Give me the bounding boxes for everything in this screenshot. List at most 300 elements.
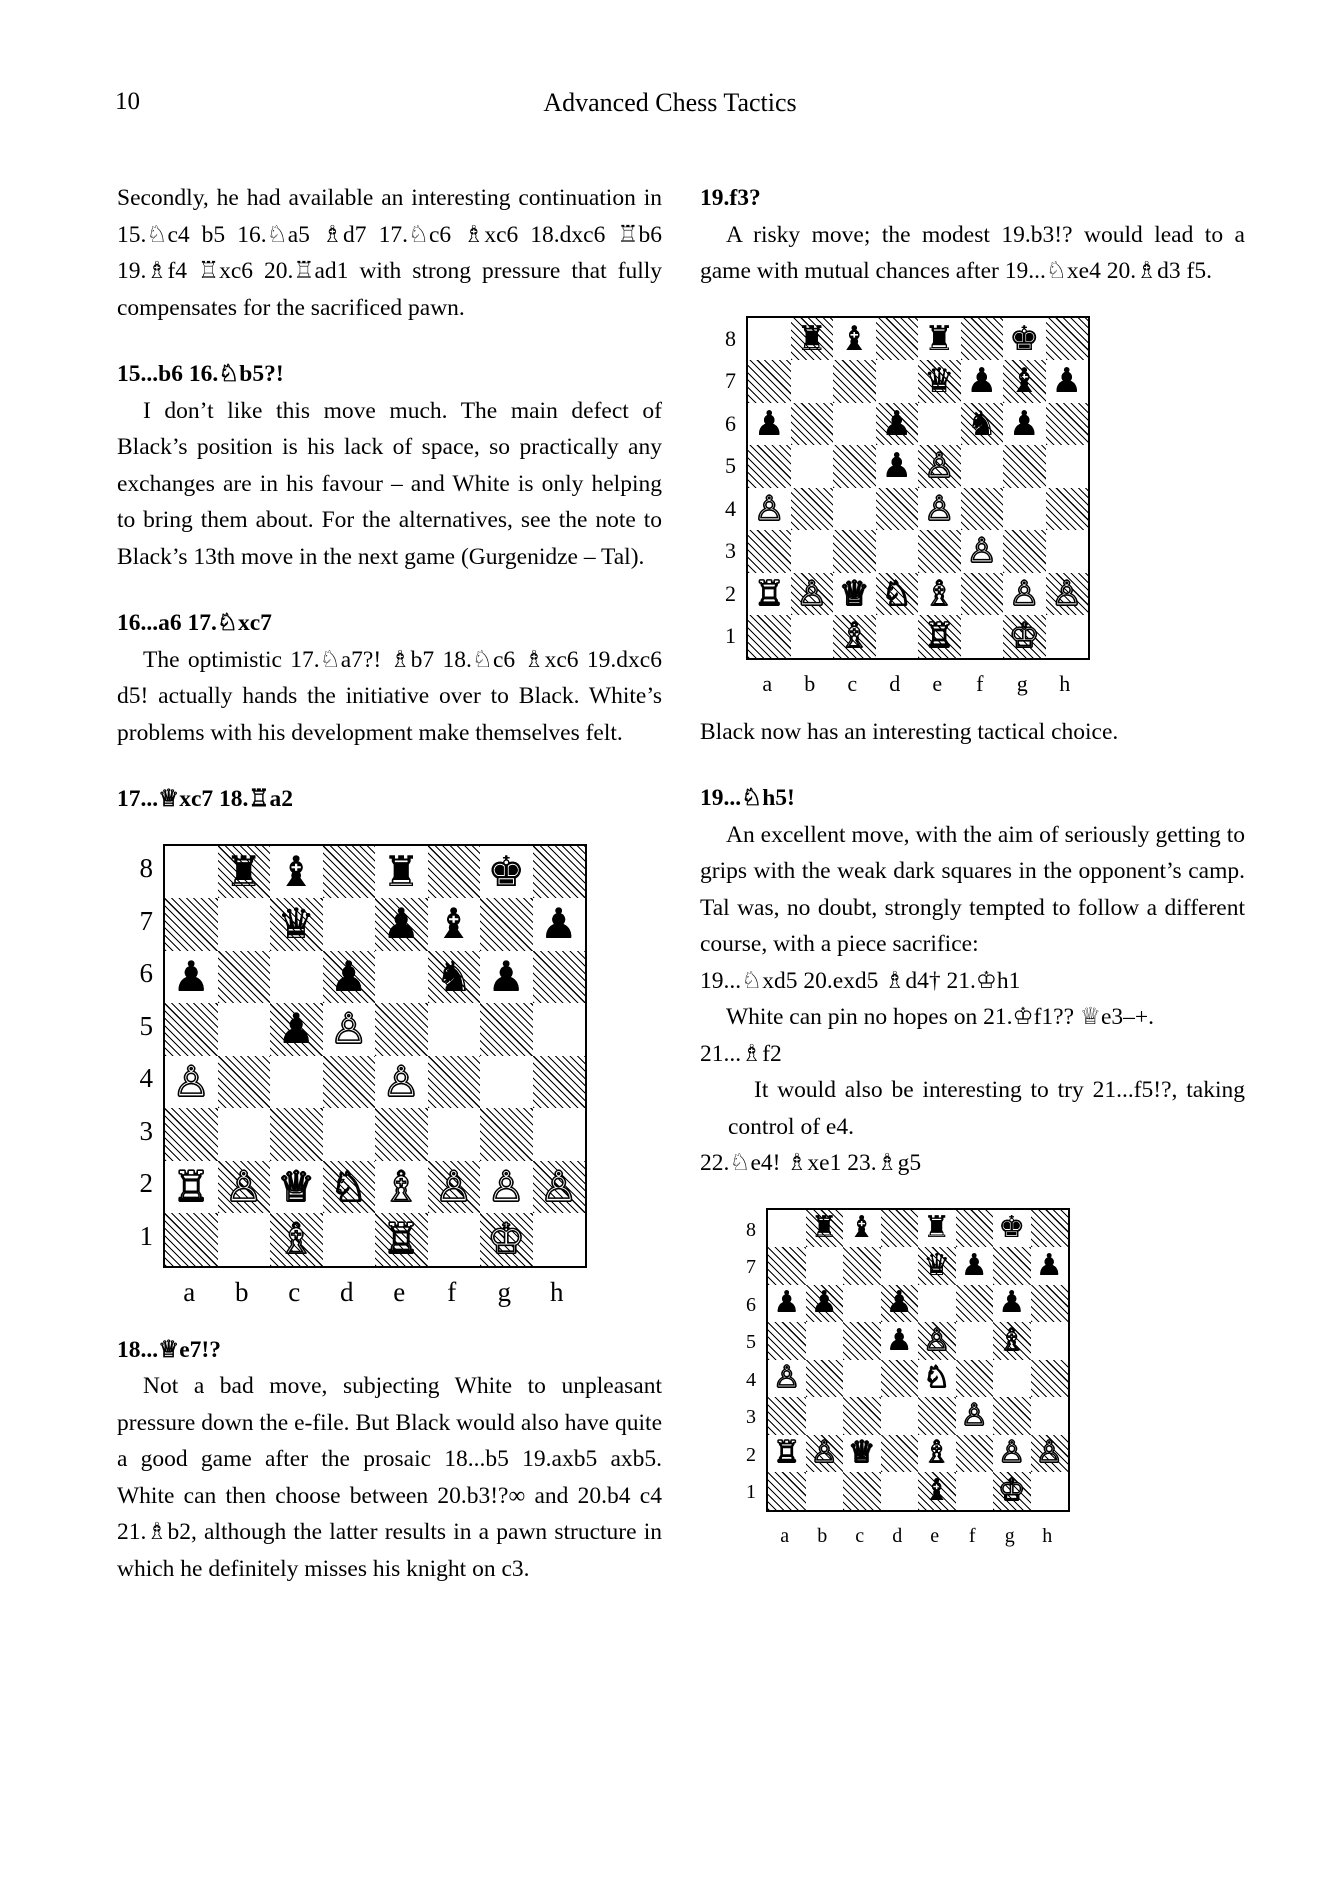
chess-piece-n: ♞ — [434, 951, 473, 1001]
board-square-h8 — [1031, 1210, 1069, 1248]
board-square-g7 — [480, 898, 533, 951]
board-square-h6 — [1046, 403, 1089, 446]
board-square-a2 — [165, 1161, 218, 1214]
chess-piece-R: ♖ — [924, 616, 955, 657]
board-square-a4 — [748, 488, 791, 531]
rank-label-3: 3 — [139, 1115, 153, 1146]
chess-piece-R: ♖ — [382, 1214, 421, 1264]
board-square-f5 — [428, 1003, 481, 1056]
board-square-b7 — [791, 360, 834, 403]
chess-piece-b: ♝ — [277, 846, 316, 896]
board-square-f1 — [428, 1213, 481, 1266]
board-square-e8 — [375, 846, 428, 899]
chess-diagram-top-right — [700, 316, 1245, 696]
chess-diagram-left — [117, 844, 662, 1307]
board-square-h7 — [1046, 360, 1089, 403]
board-square-a4 — [165, 1056, 218, 1109]
board-square-g5 — [1003, 445, 1046, 488]
board-square-a6 — [768, 1285, 806, 1323]
spacer — [117, 751, 662, 781]
board-square-d6 — [876, 403, 919, 446]
chess-piece-p: ♟ — [966, 361, 997, 402]
file-label-e: e — [932, 670, 943, 696]
chess-piece-k: ♚ — [1009, 318, 1040, 359]
chess-piece-p: ♟ — [382, 899, 421, 949]
paragraph-secondly: Secondly, he had available an interesting continuation in 15.♘c4 b5 16.♘a5 ♗d7 17.♘c6 ♗xc6 18.dxc6 ♖b6 19.♗f4 ♖xc6 20.♖ad1 with strong pressure that fully compensates for the sacrificed pawn. — [117, 185, 662, 321]
board-square-g6 — [480, 951, 533, 1004]
board-square-h1 — [1031, 1472, 1069, 1510]
board-square-h2 — [1046, 573, 1089, 616]
rank-label-3: 3 — [725, 538, 736, 564]
board-square-h1 — [533, 1213, 586, 1266]
board-square-a6 — [748, 403, 791, 446]
board-square-b2 — [791, 573, 834, 616]
board-square-a8 — [165, 846, 218, 899]
board-square-d1 — [323, 1213, 376, 1266]
board-square-c2 — [843, 1435, 881, 1473]
chess-piece-P: ♙ — [1009, 573, 1040, 614]
board-square-h2 — [1031, 1435, 1069, 1473]
board-square-d8 — [323, 846, 376, 899]
rank-label-6: 6 — [746, 1293, 756, 1316]
paragraph-excellent-move: An excellent move, with the aim of seriously getting to grips with the weak dark squares in the opponent’s camp. Tal was, no doubt, strongly tempted to follow a different course, with a piece sacrifice: — [700, 821, 1245, 957]
board-square-b6 — [806, 1285, 844, 1323]
board-square-a7 — [748, 360, 791, 403]
file-label-f: f — [447, 1276, 457, 1307]
board-square-d3 — [876, 530, 919, 573]
chess-piece-K: ♔ — [998, 1472, 1026, 1508]
board-square-d4 — [323, 1056, 376, 1109]
file-label-d: d — [889, 670, 901, 696]
board-square-g5 — [480, 1003, 533, 1056]
chess-piece-r: ♜ — [923, 1210, 951, 1246]
chess-piece-P: ♙ — [224, 1161, 263, 1211]
board-square-d7 — [323, 898, 376, 951]
board-square-e7 — [918, 1247, 956, 1285]
board-square-a8 — [768, 1210, 806, 1248]
rank-label-5: 5 — [725, 453, 736, 479]
variation-line-5: 22.♘e4! ♗xe1 23.♗g5 — [700, 1150, 922, 1176]
board-square-h7 — [533, 898, 586, 951]
board-square-b4 — [806, 1360, 844, 1398]
chess-piece-P: ♙ — [1035, 1435, 1063, 1471]
board-square-d2 — [876, 573, 919, 616]
board-square-b8 — [218, 846, 271, 899]
board-square-a5 — [165, 1003, 218, 1056]
rank-label-8: 8 — [139, 853, 153, 884]
board-square-c1 — [270, 1213, 323, 1266]
chess-piece-P: ♙ — [172, 1056, 211, 1106]
file-label-e: e — [393, 1276, 406, 1307]
board-square-a5 — [768, 1322, 806, 1360]
board-square-h6 — [533, 951, 586, 1004]
chess-piece-P: ♙ — [924, 446, 955, 487]
rank-label-7: 7 — [139, 905, 153, 936]
board-square-b5 — [218, 1003, 271, 1056]
board-square-f2 — [961, 573, 1004, 616]
chess-piece-Q: ♕ — [277, 1161, 316, 1211]
board-square-h3 — [533, 1108, 586, 1161]
board-square-f4 — [956, 1360, 994, 1398]
board-square-g3 — [1003, 530, 1046, 573]
board-square-a2 — [768, 1435, 806, 1473]
chess-piece-P: ♙ — [434, 1161, 473, 1211]
board-square-a7 — [165, 898, 218, 951]
board-square-f8 — [428, 846, 481, 899]
board-square-g8 — [993, 1210, 1031, 1248]
board-square-g3 — [480, 1108, 533, 1161]
file-label-g: g — [1016, 670, 1028, 696]
chess-piece-N: ♘ — [923, 1360, 951, 1396]
board-square-c8 — [843, 1210, 881, 1248]
board-square-c4 — [843, 1360, 881, 1398]
board-square-f7 — [961, 360, 1004, 403]
board-square-f1 — [961, 615, 1004, 658]
chess-piece-b: ♝ — [434, 899, 473, 949]
board-square-h8 — [533, 846, 586, 899]
running-title: Advanced Chess Tactics — [543, 88, 797, 117]
board-square-h4 — [1031, 1360, 1069, 1398]
chess-piece-B: ♗ — [998, 1322, 1026, 1358]
board-square-g2 — [993, 1435, 1031, 1473]
board-square-b1 — [791, 615, 834, 658]
board-square-a1 — [768, 1472, 806, 1510]
board-square-f3 — [428, 1108, 481, 1161]
board-square-b8 — [806, 1210, 844, 1248]
file-label-c: c — [288, 1276, 301, 1307]
file-label-f: f — [976, 670, 984, 696]
board-square-g3 — [993, 1397, 1031, 1435]
board-square-h4 — [533, 1056, 586, 1109]
chess-piece-P: ♙ — [382, 1056, 421, 1106]
chess-piece-r: ♜ — [810, 1210, 838, 1246]
chess-piece-b: ♝ — [923, 1472, 951, 1508]
rank-label-4: 4 — [746, 1368, 756, 1391]
file-label-d: d — [892, 1524, 903, 1547]
board-square-e2 — [918, 573, 961, 616]
rank-label-1: 1 — [746, 1481, 756, 1504]
file-label-f: f — [968, 1524, 976, 1547]
board-square-g4 — [1003, 488, 1046, 531]
board-square-g7 — [1003, 360, 1046, 403]
file-label-a: a — [780, 1524, 790, 1547]
chess-piece-Q: ♕ — [848, 1435, 876, 1471]
chess-piece-P: ♙ — [810, 1435, 838, 1471]
board-square-d4 — [881, 1360, 919, 1398]
board-square-f6 — [961, 403, 1004, 446]
board-square-a7 — [768, 1247, 806, 1285]
board-square-c8 — [270, 846, 323, 899]
caption-tactical-choice: Black now has an interesting tactical choice. — [700, 718, 1119, 745]
paragraph-not-bad-move: Not a bad move, subjecting White to unpleasant pressure down the e-file. But Black would also have quite a good game after the prosaic 18...b5 19.axb5 axb5. White can then choose between 20.b3!?∞ and 20.b4 c4 21.♗b2, although the latter results in a pawn structure in which he definitely misses his knight on c3. — [117, 1373, 662, 1582]
left-column — [117, 180, 662, 1587]
chess-piece-B: ♗ — [924, 573, 955, 614]
board-square-e5 — [918, 1322, 956, 1360]
variation-line-4: It would also be interesting to try 21...f5!?, taking control of e4. — [728, 1077, 1245, 1140]
chess-piece-q: ♛ — [923, 1247, 951, 1283]
board-square-e3 — [375, 1108, 428, 1161]
board-square-c1 — [833, 615, 876, 658]
move-heading-19f3: 19.f3? — [700, 185, 761, 211]
board-square-g4 — [480, 1056, 533, 1109]
board-square-d2 — [323, 1161, 376, 1214]
board-square-c5 — [270, 1003, 323, 1056]
board-square-h1 — [1046, 615, 1089, 658]
file-label-h: h — [1059, 670, 1071, 696]
chess-piece-B: ♗ — [923, 1435, 951, 1471]
paragraph-risky-move: A risky move; the modest 19.b3!? would lead to a game with mutual chances after 19...♘xe4 20.♗d3 f5. — [700, 221, 1245, 284]
board-square-a1 — [748, 615, 791, 658]
board-square-d3 — [881, 1397, 919, 1435]
board-square-d8 — [881, 1210, 919, 1248]
board-square-e3 — [918, 1397, 956, 1435]
rank-label-6: 6 — [725, 410, 736, 436]
chess-piece-r: ♜ — [924, 318, 955, 359]
board-square-b4 — [218, 1056, 271, 1109]
chess-piece-p: ♟ — [172, 951, 211, 1001]
right-column — [700, 180, 1245, 1547]
rank-label-8: 8 — [725, 325, 736, 351]
rank-label-7: 7 — [746, 1256, 756, 1279]
chess-diagram-bottom-right — [700, 1208, 1245, 1547]
file-label-g: g — [497, 1276, 511, 1307]
chess-piece-B: ♗ — [382, 1161, 421, 1211]
chess-piece-B: ♗ — [839, 616, 870, 657]
chess-piece-p: ♟ — [810, 1285, 838, 1321]
board-square-f4 — [428, 1056, 481, 1109]
board-square-d3 — [323, 1108, 376, 1161]
board-square-f5 — [956, 1322, 994, 1360]
chess-piece-b: ♝ — [839, 318, 870, 359]
move-heading-17Qxc7: 17...♕xc7 18.♖a2 — [117, 786, 293, 812]
board-square-d4 — [876, 488, 919, 531]
chess-piece-p: ♟ — [539, 899, 578, 949]
board-square-c7 — [843, 1247, 881, 1285]
board-square-e5 — [375, 1003, 428, 1056]
chess-piece-p: ♟ — [998, 1285, 1026, 1321]
file-label-h: h — [550, 1276, 564, 1307]
board-square-a3 — [165, 1108, 218, 1161]
board-square-d1 — [876, 615, 919, 658]
board-square-f2 — [956, 1435, 994, 1473]
board-square-h3 — [1031, 1397, 1069, 1435]
board-square-f7 — [428, 898, 481, 951]
board-square-f6 — [956, 1285, 994, 1323]
rank-label-5: 5 — [746, 1331, 756, 1354]
diagram-after-23-Bg5 — [766, 1208, 1070, 1512]
chess-piece-p: ♟ — [487, 951, 526, 1001]
chess-piece-B: ♗ — [277, 1214, 316, 1264]
chess-piece-P: ♙ — [966, 531, 997, 572]
board-square-e8 — [918, 318, 961, 361]
board-square-c3 — [843, 1397, 881, 1435]
chess-piece-p: ♟ — [277, 1004, 316, 1054]
chess-piece-p: ♟ — [881, 403, 912, 444]
chess-piece-p: ♟ — [754, 403, 785, 444]
chess-piece-p: ♟ — [773, 1285, 801, 1321]
board-square-c5 — [843, 1322, 881, 1360]
board-square-f3 — [961, 530, 1004, 573]
board-square-e8 — [918, 1210, 956, 1248]
board-square-g1 — [480, 1213, 533, 1266]
diagram-after-18-Ra2 — [163, 844, 587, 1268]
chess-piece-p: ♟ — [960, 1247, 988, 1283]
board-square-e7 — [918, 360, 961, 403]
paragraph-optimistic: The optimistic 17.♘a7?! ♗b7 18.♘c6 ♗xc6 19.dxc6 d5! actually hands the initiative over to Black. White’s problems with his development make themselves felt. — [117, 646, 662, 746]
chess-piece-P: ♙ — [1051, 573, 1082, 614]
variation-line-1: 19...♘xd5 20.exd5 ♗d4† 21.♔h1 — [700, 967, 1021, 994]
board-square-b1 — [218, 1213, 271, 1266]
board-square-g5 — [993, 1322, 1031, 1360]
rank-label-2: 2 — [725, 580, 736, 606]
file-label-b: b — [817, 1524, 828, 1547]
chess-piece-R: ♖ — [172, 1161, 211, 1211]
board-square-c3 — [270, 1108, 323, 1161]
board-square-a3 — [768, 1397, 806, 1435]
board-square-b2 — [806, 1435, 844, 1473]
file-label-b: b — [804, 670, 816, 696]
chess-piece-P: ♙ — [923, 1322, 951, 1358]
chess-piece-P: ♙ — [960, 1397, 988, 1433]
chess-piece-N: ♘ — [329, 1161, 368, 1211]
chess-piece-K: ♔ — [1009, 616, 1040, 657]
board-square-c2 — [270, 1161, 323, 1214]
chess-piece-p: ♟ — [1051, 361, 1082, 402]
board-square-b4 — [791, 488, 834, 531]
board-square-c4 — [270, 1056, 323, 1109]
board-square-c7 — [270, 898, 323, 951]
page-header — [115, 88, 1225, 122]
board-square-f3 — [956, 1397, 994, 1435]
chess-piece-n: ♞ — [966, 403, 997, 444]
board-square-a4 — [768, 1360, 806, 1398]
board-square-e2 — [918, 1435, 956, 1473]
chess-piece-p: ♟ — [1035, 1247, 1063, 1283]
board-square-e4 — [375, 1056, 428, 1109]
rank-label-5: 5 — [139, 1010, 153, 1041]
board-square-e1 — [918, 615, 961, 658]
board-square-g6 — [1003, 403, 1046, 446]
file-label-a: a — [762, 670, 773, 696]
board-square-f4 — [961, 488, 1004, 531]
board-square-g8 — [1003, 318, 1046, 361]
chess-piece-k: ♚ — [487, 846, 526, 896]
board-square-b7 — [218, 898, 271, 951]
rank-label-2: 2 — [746, 1443, 756, 1466]
board-square-d5 — [881, 1322, 919, 1360]
chess-piece-K: ♔ — [487, 1214, 526, 1264]
chess-piece-P: ♙ — [924, 488, 955, 529]
file-label-b: b — [235, 1276, 249, 1307]
move-heading-18Qe7: 18...♕e7!? — [117, 1336, 221, 1363]
board-square-a1 — [165, 1213, 218, 1266]
board-square-d6 — [323, 951, 376, 1004]
rank-label-8: 8 — [746, 1218, 756, 1241]
board-square-b2 — [218, 1161, 271, 1214]
board-square-d7 — [876, 360, 919, 403]
board-square-b6 — [791, 403, 834, 446]
board-square-f8 — [956, 1210, 994, 1248]
board-square-d2 — [881, 1435, 919, 1473]
board-square-g6 — [993, 1285, 1031, 1323]
board-square-a3 — [748, 530, 791, 573]
board-square-b3 — [791, 530, 834, 573]
board-square-h7 — [1031, 1247, 1069, 1285]
board-square-e4 — [918, 1360, 956, 1398]
chess-piece-q: ♛ — [277, 899, 316, 949]
board-square-h3 — [1046, 530, 1089, 573]
board-square-c4 — [833, 488, 876, 531]
board-square-g4 — [993, 1360, 1031, 1398]
board-square-c6 — [843, 1285, 881, 1323]
board-square-a5 — [748, 445, 791, 488]
chess-piece-P: ♙ — [329, 1004, 368, 1054]
file-label-e: e — [930, 1524, 940, 1547]
board-square-c5 — [833, 445, 876, 488]
board-square-b3 — [806, 1397, 844, 1435]
board-square-e1 — [375, 1213, 428, 1266]
file-label-c: c — [855, 1524, 865, 1547]
board-square-d6 — [881, 1285, 919, 1323]
move-heading-16a6: 16...a6 17.♘xc7 — [117, 610, 272, 636]
board-square-e6 — [918, 1285, 956, 1323]
rank-label-4: 4 — [139, 1063, 153, 1094]
rank-label-6: 6 — [139, 958, 153, 989]
rank-label-1: 1 — [139, 1220, 153, 1251]
spacer — [117, 575, 662, 605]
board-square-h6 — [1031, 1285, 1069, 1323]
chess-piece-p: ♟ — [1009, 403, 1040, 444]
chess-piece-b: ♝ — [848, 1210, 876, 1246]
board-square-c8 — [833, 318, 876, 361]
board-square-b5 — [806, 1322, 844, 1360]
board-square-h5 — [1031, 1322, 1069, 1360]
board-square-d7 — [881, 1247, 919, 1285]
chess-piece-P: ♙ — [539, 1161, 578, 1211]
spacer — [117, 326, 662, 356]
diagram-after-19-f3 — [746, 316, 1090, 660]
chess-piece-p: ♟ — [329, 951, 368, 1001]
chess-piece-N: ♘ — [881, 573, 912, 614]
board-square-g1 — [1003, 615, 1046, 658]
chess-piece-p: ♟ — [885, 1322, 913, 1358]
board-square-c3 — [833, 530, 876, 573]
board-square-h5 — [1046, 445, 1089, 488]
board-square-d5 — [323, 1003, 376, 1056]
chess-piece-q: ♛ — [924, 361, 955, 402]
file-label-a: a — [183, 1276, 196, 1307]
board-square-f2 — [428, 1161, 481, 1214]
chess-piece-R: ♖ — [773, 1435, 801, 1471]
board-square-c6 — [270, 951, 323, 1004]
board-square-b1 — [806, 1472, 844, 1510]
board-square-a6 — [165, 951, 218, 1004]
variation-line-2: White can pin no hopes on 21.♔f1?? ♕e3–+. — [726, 1004, 1155, 1030]
chess-piece-b: ♝ — [1009, 361, 1040, 402]
board-square-c2 — [833, 573, 876, 616]
file-label-g: g — [1004, 1524, 1015, 1547]
chess-piece-r: ♜ — [224, 846, 263, 896]
chess-piece-P: ♙ — [796, 573, 827, 614]
chess-piece-P: ♙ — [998, 1435, 1026, 1471]
board-square-f6 — [428, 951, 481, 1004]
page-number: 10 — [115, 88, 140, 115]
board-square-e6 — [375, 951, 428, 1004]
board-square-e4 — [918, 488, 961, 531]
board-square-h8 — [1046, 318, 1089, 361]
paragraph-dislike-move: I don’t like this move much. The main defect of Black’s position is his lack of space, so practically any exchanges are in his favour – and White is only helping to bring them about. For the alternatives, see the note to Black’s 13th move in the next game (Gurgenidze – Tal). — [117, 397, 662, 570]
board-square-e7 — [375, 898, 428, 951]
